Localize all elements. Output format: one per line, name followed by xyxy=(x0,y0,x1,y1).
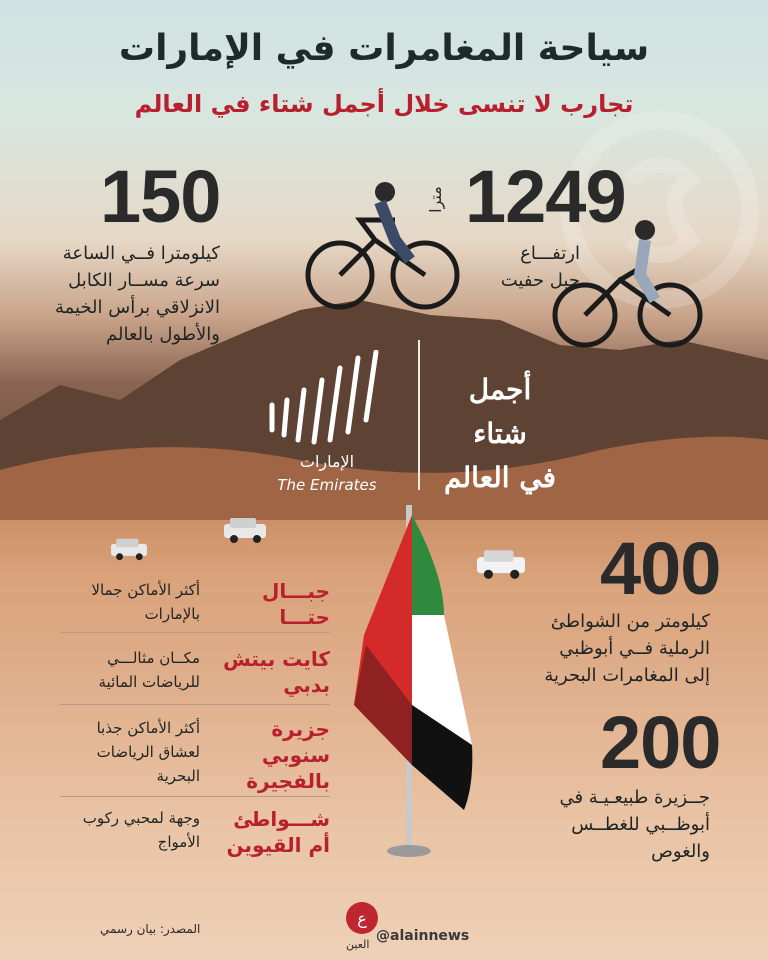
destination-text: أكثر الأماكن جمالا بالإمارات xyxy=(91,581,200,623)
destination-text: مكــان مثالـــي للرياضات المائية xyxy=(98,649,200,691)
destination-row xyxy=(60,802,330,866)
destination-row xyxy=(60,712,330,792)
page-title: سياحة المغامرات في الإمارات xyxy=(118,28,650,69)
islands-line-1: جــزيرة طبيعـيـة في xyxy=(559,787,710,808)
zipline-line-4: والأطول بالعالم xyxy=(106,324,220,345)
slogan-script xyxy=(430,368,570,500)
destination-name: جزيرة سنوبي بالفجيرة xyxy=(246,717,330,793)
zipline-line-2: سرعة مســار الكابل xyxy=(68,270,220,291)
zipline-line-1: كيلومترا فــي الساعة xyxy=(62,243,220,264)
destination-row xyxy=(60,574,330,638)
svg-text:ع: ع xyxy=(357,909,367,928)
emirates-logo-arabic: الإمارات xyxy=(299,452,355,471)
slogan-line-2: شتاء xyxy=(473,417,527,450)
altitude-description xyxy=(440,240,580,294)
zipline-number: 150 xyxy=(100,155,221,238)
emirates-logo-icon xyxy=(262,350,392,450)
row-divider xyxy=(60,632,330,633)
destination-row xyxy=(60,642,330,706)
altitude-line-1: ارتفـــاع xyxy=(520,243,580,264)
car-icon xyxy=(222,516,268,544)
islands-line-2: أبوظــبي للغطــس xyxy=(571,814,710,835)
row-divider xyxy=(60,796,330,797)
car-icon xyxy=(108,537,150,561)
destination-text: أكثر الأماكن جذبا لعشاق الرياضات البحرية xyxy=(96,719,200,785)
islands-line-3: والغوص xyxy=(651,841,710,862)
altitude-number: 1249 xyxy=(465,155,626,238)
row-divider xyxy=(60,704,330,705)
brand-name: العين xyxy=(346,938,370,951)
uae-flag-icon xyxy=(344,505,484,865)
destination-text: وجهة لمحبي ركوب الأمواج xyxy=(82,809,200,851)
islands-description xyxy=(520,784,710,865)
vertical-divider xyxy=(418,340,420,490)
beaches-description xyxy=(480,608,710,689)
source-note: المصدر: بيان رسمي xyxy=(100,922,201,936)
page-subtitle: تجارب لا تنسى خلال أجمل شتاء في العالم xyxy=(134,90,634,118)
destination-name: شـــواطئ أم القيوين xyxy=(226,807,330,857)
beaches-line-3: إلى المغامرات البحرية xyxy=(544,665,710,686)
altitude-unit: مترا xyxy=(425,186,445,213)
zipline-description xyxy=(30,240,220,348)
slogan-line-3: في العالم xyxy=(444,461,556,494)
slogan-line-1: أجمل xyxy=(468,373,532,406)
beaches-number: 400 xyxy=(600,527,721,610)
social-handle: @alainnews xyxy=(376,928,470,944)
zipline-line-3: الانزلاقي برأس الخيمة xyxy=(54,297,220,318)
altitude-line-2: جبل حفيت xyxy=(500,270,580,291)
beaches-line-2: الرملية فــي أبوظبي xyxy=(559,638,710,659)
destination-name: كايت بيتش بدبي xyxy=(223,647,330,697)
destination-name: جبـــال حتـــا xyxy=(262,579,330,629)
islands-number: 200 xyxy=(600,701,721,784)
emirates-logo-english: The Emirates xyxy=(277,476,377,494)
beaches-line-1: كيلومتر من الشواطئ xyxy=(550,611,710,632)
